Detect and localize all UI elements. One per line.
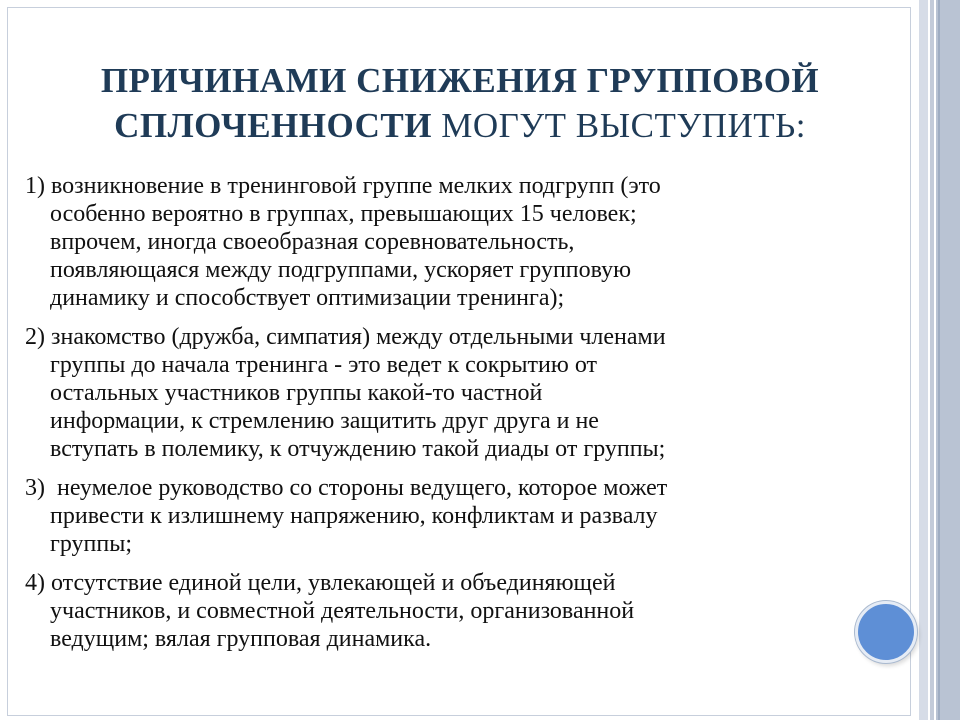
- title-normal-text: МОГУТ ВЫСТУПИТЬ:: [432, 106, 806, 145]
- list-item: [25, 172, 905, 312]
- list-item-line: появляющаяся между подгруппами, ускоряет групповую: [50, 257, 632, 283]
- list-item-text: знакомство (дружба, симпатия) между отдельными членами: [45, 324, 666, 350]
- list-item-text: отсутствие единой цели, увлекающей и объединяющей: [45, 570, 616, 596]
- list-item-text: возникновение в тренинговой группе мелких подгрупп (это: [45, 173, 661, 199]
- slide-body: [25, 172, 905, 664]
- list-item: [25, 323, 905, 463]
- list-item-text: неумелое руководство со стороны ведущего, которое может: [45, 475, 668, 501]
- list-item-line: впрочем, иногда своеобразная соревновательность,: [50, 229, 575, 255]
- slide-title: [20, 58, 900, 148]
- list-item-line: информации, к стремлению защитить друг друга и не: [50, 408, 599, 434]
- list-item-line: участников, и совместной деятельности, организованной: [50, 598, 635, 624]
- list-item-line: динамику и способствует оптимизации тренинга);: [50, 285, 565, 311]
- list-item-line: группы до начала тренинга - это ведет к сокрытию от: [50, 352, 597, 378]
- list-item-line: ведущим; вялая групповая динамика.: [50, 626, 432, 652]
- list-item-line: [25, 474, 905, 502]
- list-item-line: [25, 172, 905, 200]
- list-item: [25, 474, 905, 558]
- list-item-line: [25, 569, 905, 597]
- list-item-number: 1): [25, 173, 45, 199]
- list-item: [25, 569, 905, 653]
- list-item-line: привести к излишнему напряжению, конфликтам и развалу: [50, 503, 658, 529]
- list-item-line: группы;: [50, 531, 133, 557]
- title-bold-text: СПЛОЧЕННОСТИ: [114, 106, 432, 145]
- list-item-line: остальных участников группы какой-то частной: [50, 380, 543, 406]
- decorative-stripe-line: [938, 0, 940, 720]
- list-item-number: 2): [25, 324, 45, 350]
- title-bold-text: ПРИЧИНАМИ СНИЖЕНИЯ ГРУППОВОЙ: [100, 61, 820, 100]
- title-line-1: [20, 58, 900, 103]
- list-item-line: особенно вероятно в группах, превышающих 15 человек;: [50, 201, 637, 227]
- decorative-stripe: [919, 0, 928, 720]
- title-line-2: [20, 103, 900, 148]
- decorative-circle: [855, 601, 917, 663]
- list-item-number: 3): [25, 475, 45, 501]
- list-item-line: вступать в полемику, к отчуждению такой диады от группы;: [50, 436, 666, 462]
- list-item-number: 4): [25, 570, 45, 596]
- list-item-line: [25, 323, 905, 351]
- decorative-stripe: [930, 0, 934, 720]
